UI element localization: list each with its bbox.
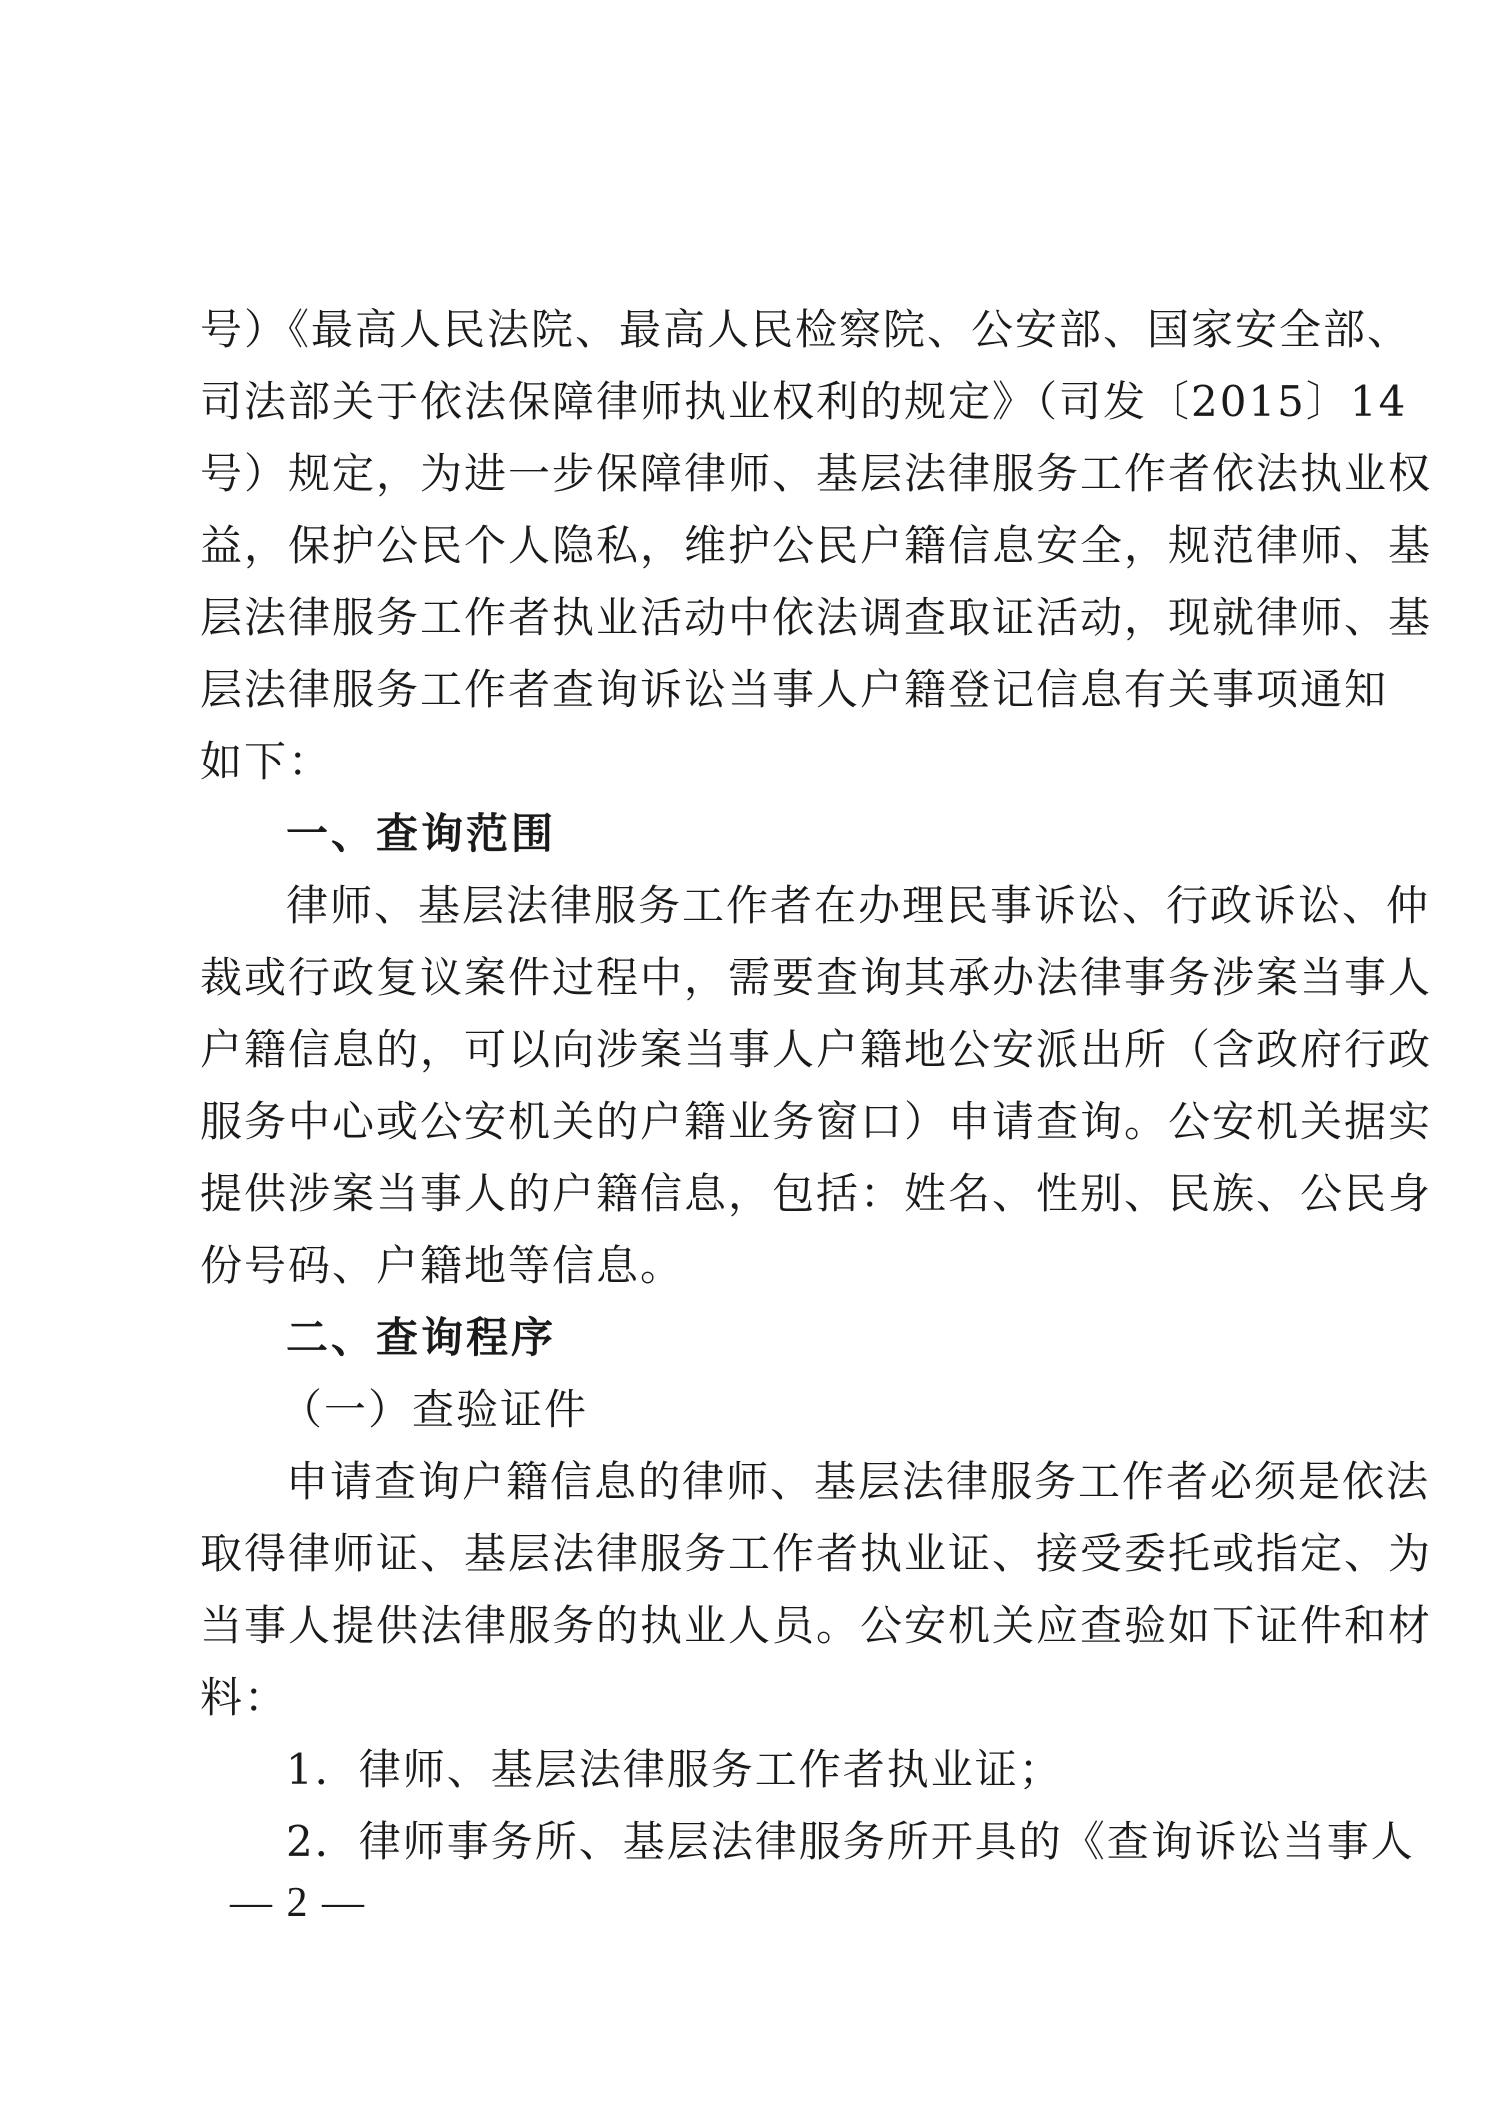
paragraph-line: 层法律服务工作者执业活动中依法调查取证活动，现就律师、基: [200, 593, 1433, 642]
paragraph-line: 料：: [200, 1673, 289, 1722]
paragraph-line: 律师、基层法律服务工作者在办理民事诉讼、行政诉讼、仲: [286, 881, 1431, 930]
paragraph-line: 益，保护公民个人隐私，维护公民户籍信息安全，规范律师、基: [200, 521, 1433, 570]
paragraph-line: 份号码、户籍地等信息。: [200, 1241, 685, 1290]
paragraph-line: 取得律师证、基层法律服务工作者执业证、接受委托或指定、为: [200, 1529, 1433, 1578]
list-item: 1．律师、基层法律服务工作者执业证；: [286, 1745, 1063, 1794]
paragraph-line: 提供涉案当事人的户籍信息，包括：姓名、性别、民族、公民身: [200, 1169, 1433, 1218]
paragraph-line: 如下：: [200, 737, 333, 786]
paragraph-line: 服务中心或公安机关的户籍业务窗口）申请查询。公安机关据实: [200, 1097, 1433, 1146]
page-number: — 2 —: [230, 1880, 366, 1926]
paragraph-line: 号）《最高人民法院、最高人民检察院、公安部、国家安全部、: [200, 305, 1412, 354]
subsection-heading: （一）查验证件: [280, 1385, 589, 1434]
paragraph-line: 司法部关于依法保障律师执业权利的规定》（司发〔2015〕14: [200, 377, 1408, 426]
paragraph-line: 申请查询户籍信息的律师、基层法律服务工作者必须是依法: [286, 1457, 1431, 1506]
paragraph-line: 当事人提供法律服务的执业人员。公安机关应查验如下证件和材: [200, 1601, 1433, 1650]
paragraph-line: 裁或行政复议案件过程中，需要查询其承办法律事务涉案当事人: [200, 953, 1433, 1002]
paragraph-line: 层法律服务工作者查询诉讼当事人户籍登记信息有关事项通知: [200, 665, 1389, 714]
section-heading: 二、查询程序: [286, 1313, 557, 1362]
paragraph-line: 户籍信息的，可以向涉案当事人户籍地公安派出所（含政府行政: [200, 1025, 1433, 1074]
section-heading: 一、查询范围: [286, 809, 557, 858]
paragraph-line: 号）规定，为进一步保障律师、基层法律服务工作者依法执业权: [200, 449, 1433, 498]
list-item: 2．律师事务所、基层法律服务所开具的《查询诉讼当事人: [286, 1817, 1415, 1866]
